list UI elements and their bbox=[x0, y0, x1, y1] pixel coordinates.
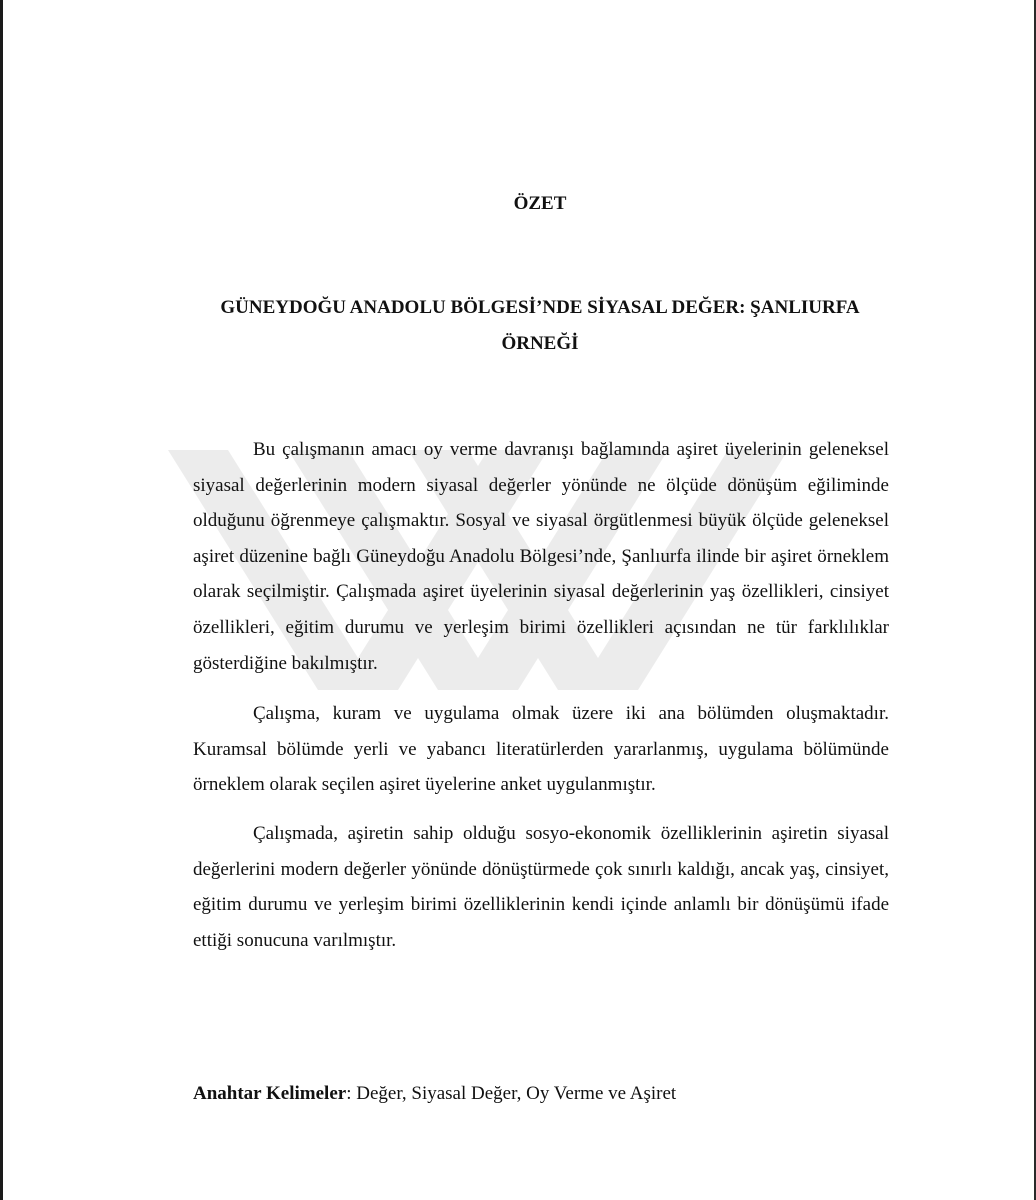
keywords-value: : Değer, Siyasal Değer, Oy Verme ve Aşiret bbox=[346, 1083, 677, 1104]
thesis-title-line-1: GÜNEYDOĞU ANADOLU BÖLGESİ’NDE SİYASAL DEĞER: ŞANLIURFA bbox=[220, 297, 860, 318]
abstract-paragraph-1: Bu çalışmanın amacı oy verme davranışı bağlamında aşiret üyelerinin geleneksel siyasal değerlerinin modern siyasal değerler yönünde ne ölçüde dönüşüm eğiliminde olduğunu öğrenmeye çalışmaktır. Sosyal ve siyasal örgütlenmesi büyük ölçüde geleneksel aşiret düzenine bağlı Güneydoğu Anadolu Bölgesi’nde, Şanlıurfa ilinde bir aşiret örneklem olarak seçilmiştir. Çalışmada aşiret üyelerinin siyasal değerlerinin yaş özellikleri, cinsiyet özellikleri, eğitim durumu ve yerleşim birimi özellikleri açısından ne tür farklılıklar gösterdiğine bakılmıştır. bbox=[193, 439, 889, 674]
thesis-title-line-2: ÖRNEĞİ bbox=[501, 333, 579, 354]
abstract-paragraph-3: Çalışmada, aşiretin sahip olduğu sosyo-ekonomik özelliklerinin aşiretin siyasal değerlerini modern değerler yönünde dönüştürmede çok sınırlı kaldığı, ancak yaş, cinsiyet, eğitim durumu ve yerleşim birimi özelliklerinin kendi içinde anlamlı bir dönüşümü ifade ettiği sonucuna varılmıştır. bbox=[193, 823, 889, 951]
abstract-paragraph-2: Çalışma, kuram ve uygulama olmak üzere iki ana bölümden oluşmaktadır. Kuramsal bölümde yerli ve yabancı literatürlerden yararlanmış, uygulama bölümünde örneklem olarak seçilen aşiret üyelerine anket uygulanmıştır. bbox=[193, 703, 889, 796]
page-left-edge bbox=[0, 0, 3, 1200]
keywords-line bbox=[193, 1080, 676, 1108]
keywords-label: Anahtar Kelimeler bbox=[193, 1083, 347, 1104]
section-heading: ÖZET bbox=[513, 193, 567, 214]
